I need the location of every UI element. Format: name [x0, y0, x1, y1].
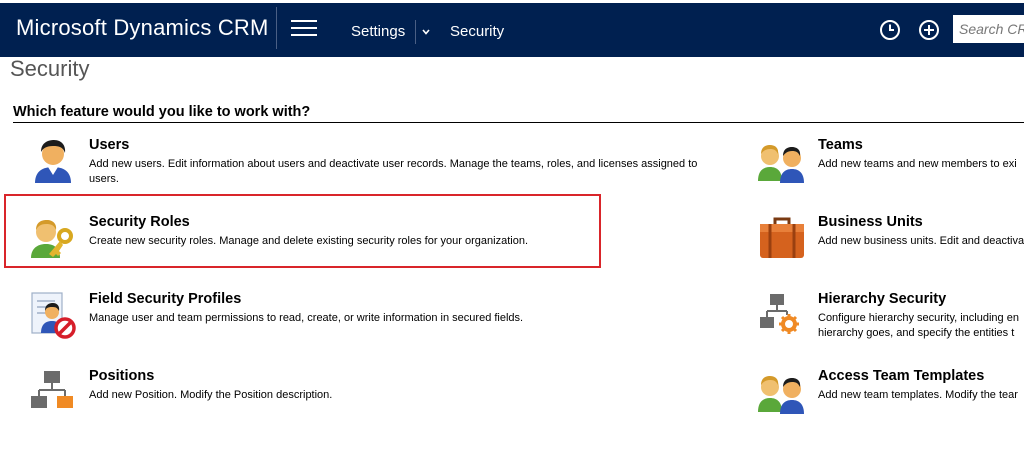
section-heading: Which feature would you like to work with?: [13, 104, 311, 120]
feature-title[interactable]: Teams: [818, 137, 863, 153]
user-icon: [29, 137, 77, 185]
clock-icon[interactable]: [879, 19, 901, 41]
security-roles-highlight: [4, 194, 601, 268]
feature-title[interactable]: Users: [89, 137, 130, 153]
feature-description: Create new security roles. Manage and delete existing security roles for your organization.: [89, 235, 529, 247]
feature-business-units[interactable]: [758, 214, 1024, 264]
feature-title[interactable]: Access Team Templates: [818, 368, 985, 384]
feature-hierarchy-security[interactable]: [758, 291, 1024, 341]
plus-circle-icon[interactable]: [918, 19, 940, 41]
feature-teams[interactable]: [758, 137, 1024, 187]
feature-description: Add new team templates. Modify the tear: [818, 389, 1018, 401]
nav-security-link[interactable]: Security: [450, 23, 505, 40]
feature-users[interactable]: [29, 137, 719, 187]
field-security-profile-icon: [29, 291, 77, 339]
section-divider: [13, 122, 1024, 123]
app-title[interactable]: Microsoft Dynamics CRM: [16, 15, 269, 40]
hierarchy-gear-icon: [758, 291, 806, 339]
nav-divider: [276, 7, 277, 49]
feature-description: Add new teams and new members to exi: [818, 158, 1017, 170]
feature-title[interactable]: Business Units: [818, 214, 923, 230]
feature-description: Manage user and team permissions to read, create, or write information in secured fields.: [89, 312, 524, 324]
feature-title[interactable]: Positions: [89, 368, 155, 384]
nav-settings-link[interactable]: Settings: [351, 23, 406, 40]
hierarchy-org-icon: [29, 368, 77, 416]
hamburger-menu-icon[interactable]: [291, 20, 317, 38]
team-icon: [758, 137, 806, 185]
feature-title[interactable]: Security Roles: [89, 214, 190, 230]
feature-description: Configure hierarchy security, including en hierarchy goes, and specify the entities t: [818, 312, 1019, 339]
chevron-down-icon[interactable]: [415, 20, 434, 44]
feature-title[interactable]: Hierarchy Security: [818, 291, 947, 307]
feature-field-security-profiles[interactable]: [29, 291, 629, 341]
search-input[interactable]: [953, 15, 1024, 43]
top-navigation-bar: [0, 0, 1024, 57]
feature-access-team-templates[interactable]: [758, 368, 1024, 418]
feature-description: Add new business units. Edit and deactiva: [818, 235, 1024, 247]
page-title: Security: [10, 56, 90, 81]
feature-description: Add new Position. Modify the Position description.: [89, 389, 333, 401]
feature-description: Add new users. Edit information about users and deactivate user records. Manage the teams, roles, and licenses assigned to users.: [89, 158, 698, 185]
briefcase-icon: [758, 214, 806, 262]
team-icon: [758, 368, 806, 416]
feature-positions[interactable]: [29, 368, 529, 418]
feature-title[interactable]: Field Security Profiles: [89, 291, 242, 307]
